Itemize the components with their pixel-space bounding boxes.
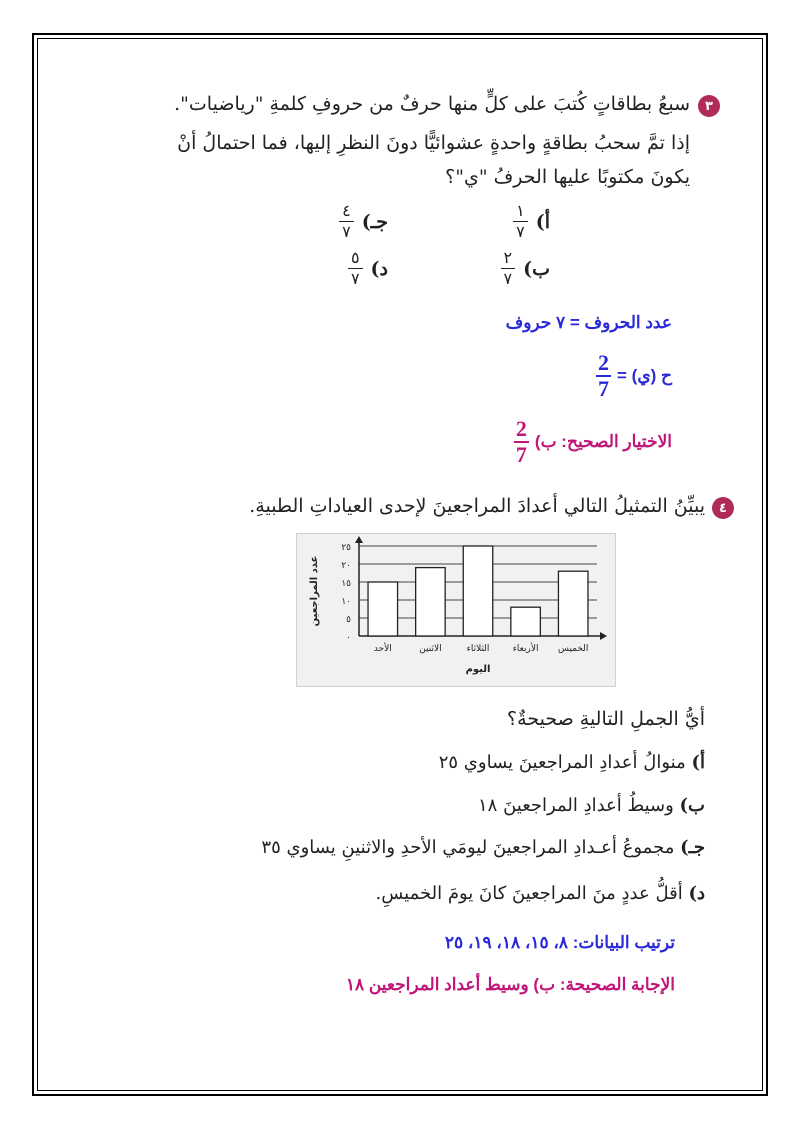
statement-label: أ) [691, 752, 705, 773]
y-axis-arrow [355, 536, 363, 543]
fraction-numerator: ٢ [501, 250, 516, 269]
bar [463, 546, 493, 636]
option-label: ب) [523, 257, 550, 280]
correct-choice-prefix: الاختيار الصحيح: ب) [534, 432, 672, 451]
q3-probability [596, 352, 672, 400]
fraction-denominator: ٧ [350, 269, 360, 288]
bar [558, 571, 588, 636]
x-tick-label: الخميس [557, 644, 589, 654]
q4-statement-a [439, 752, 705, 773]
q4-data-order: ترتيب البيانات: ٨، ١٥، ١٨، ١٩، ٢٥ [444, 933, 675, 952]
fraction-numerator: ١ [513, 203, 528, 222]
fraction-denominator: ٧ [516, 222, 525, 241]
q4-statement-c [261, 837, 705, 858]
y-tick-label: ١٠ [341, 597, 351, 607]
option-label: جـ) [361, 210, 388, 233]
q3-line-2: إذا تمَّ سحبُ بطاقةٍ واحدةٍ عشوائيًّا دونَ النظرِ إليها، فما احتمالُ أنْ [177, 132, 690, 154]
statement-label: جـ) [680, 837, 705, 858]
y-axis-label: عدد المراجعين [309, 555, 320, 627]
q3-correct-choice [514, 418, 672, 466]
probability-prefix: ح (ي) = [617, 366, 672, 385]
option-fraction [339, 203, 354, 240]
q4-statement-b [478, 795, 705, 816]
q3-option-a [513, 203, 550, 240]
y-tick-label: ٢٠ [341, 561, 351, 571]
q3-line-1: سبعُ بطاقاتٍ كُتبَ على كلٍّ منها حرفٌ من حروفِ كلمةِ "رياضيات". [174, 93, 690, 115]
q4-correct-answer: الإجابة الصحيحة: ب) وسيط أعداد المراجعين ١٨ [345, 975, 675, 994]
fraction-numerator: 2 [515, 416, 527, 441]
bar [511, 607, 541, 636]
fraction-denominator: 7 [515, 442, 527, 467]
fraction-denominator: ٧ [503, 269, 513, 288]
q4-statement-d [375, 883, 705, 904]
q4-intro: يبيِّنُ التمثيلُ التالي أعدادَ المراجعينَ لإحدى العياداتِ الطبيةِ. [249, 495, 705, 517]
option-label: أ) [535, 210, 550, 233]
statement-label: ب) [679, 795, 705, 816]
statement-label: د) [688, 883, 705, 904]
statement-text: وسيطُ أعدادِ المراجعينَ ١٨ [478, 795, 674, 816]
fraction-numerator: 2 [598, 350, 610, 375]
q3-option-d [348, 250, 388, 287]
visitors-bar-chart [296, 533, 616, 687]
x-tick-label: الثلاثاء [466, 644, 490, 654]
bar [368, 582, 398, 636]
probability-fraction [596, 352, 611, 400]
x-tick-label: الاثنين [419, 644, 442, 654]
q3-letters-count: عدد الحروف = ٧ حروف [505, 313, 672, 332]
option-fraction [513, 203, 528, 240]
y-tick-label: ٥ [346, 615, 351, 625]
correct-choice-fraction [514, 418, 529, 466]
fraction-denominator: ٧ [342, 222, 351, 241]
statement-text: منوالُ أعدادِ المراجعينَ يساوي ٢٥ [438, 752, 686, 773]
x-axis-label: اليوم [465, 664, 491, 675]
x-tick-label: الأربعاء [512, 644, 539, 654]
question-3-number-badge: ٣ [698, 95, 720, 117]
y-tick-label: ٢٥ [341, 543, 351, 553]
fraction-numerator: ٥ [348, 250, 363, 269]
y-tick-label: ٠ [346, 633, 351, 643]
chart-svg [297, 534, 615, 686]
q3-option-c [339, 203, 388, 240]
statement-text: مجموعُ أعـدادِ المراجعينَ ليومَي الأحدِ والاثنينِ يساوي ٣٥ [261, 837, 675, 858]
option-label: د) [370, 257, 388, 280]
bar [416, 568, 446, 636]
q3-line-3: يكونَ مكتوبًا عليها الحرفُ "ي"؟ [445, 166, 690, 188]
y-tick-label: ١٥ [341, 579, 351, 589]
option-fraction [348, 250, 363, 287]
fraction-numerator: ٤ [339, 203, 354, 222]
question-4-number-badge: ٤ [712, 497, 734, 519]
x-axis-arrow [600, 632, 607, 640]
q3-option-b [501, 250, 550, 287]
fraction-denominator: 7 [598, 376, 610, 401]
x-tick-label: الأحد [373, 644, 392, 654]
statement-text: أقلُّ عددٍ منَ المراجعينَ كانَ يومَ الخميسِ. [375, 883, 683, 904]
q4-question: أيُّ الجملِ التاليةِ صحيحةٌ؟ [507, 708, 705, 730]
option-fraction [501, 250, 516, 287]
